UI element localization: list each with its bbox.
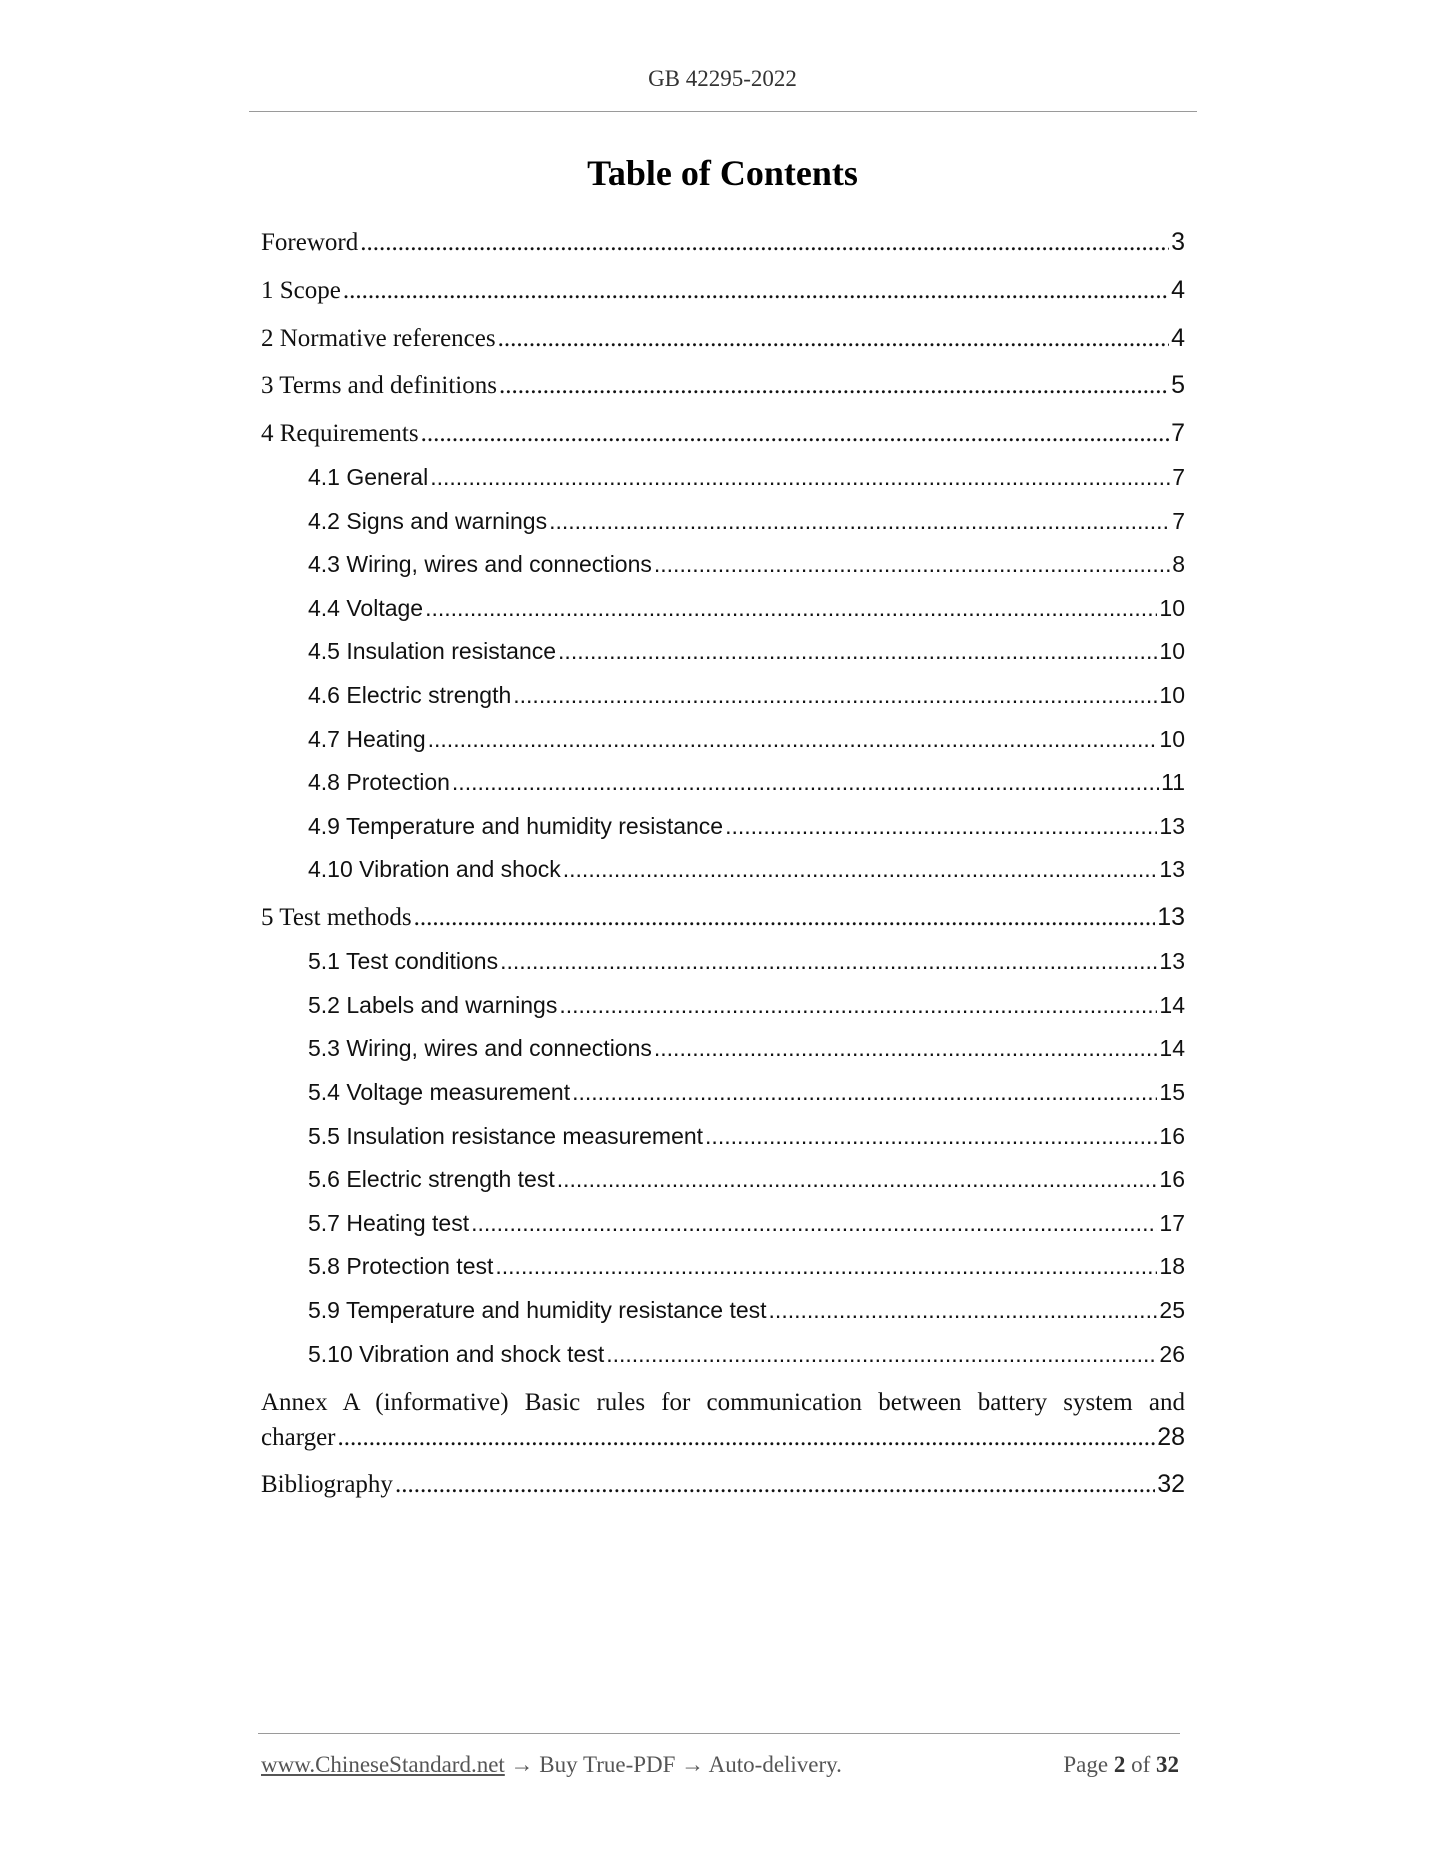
toc-entry-page: 11 bbox=[1161, 769, 1185, 795]
toc-entry-label: Annex A (informative) Basic rules for communication between battery system and bbox=[261, 1389, 1185, 1416]
dot-leader bbox=[500, 948, 1157, 975]
toc-entry-label: 5.3 Wiring, wires and connections bbox=[308, 1035, 652, 1061]
toc-entry-4-6[interactable] bbox=[308, 682, 1185, 709]
dot-leader bbox=[425, 595, 1157, 622]
toc-entry-5-4[interactable] bbox=[308, 1079, 1185, 1106]
current-page: 2 bbox=[1113, 1752, 1126, 1777]
dot-leader bbox=[495, 1253, 1157, 1280]
toc-entry-5-3[interactable] bbox=[308, 1035, 1185, 1062]
dot-leader bbox=[563, 856, 1158, 883]
toc-entry-4-9[interactable] bbox=[308, 813, 1185, 840]
dot-leader bbox=[498, 325, 1169, 353]
toc-entry-foreword[interactable] bbox=[261, 228, 1185, 257]
dot-leader bbox=[395, 1471, 1155, 1499]
toc-entry-label: 4 Requirements bbox=[261, 420, 419, 447]
toc-entry-label: 4.5 Insulation resistance bbox=[308, 638, 557, 664]
toc-entry-terms-and-definitions[interactable] bbox=[261, 371, 1185, 400]
toc-entry-label: Bibliography bbox=[261, 1471, 393, 1498]
toc-entry-5-7[interactable] bbox=[308, 1210, 1185, 1237]
dot-leader bbox=[654, 551, 1170, 578]
toc-entry-label: 5.1 Test conditions bbox=[308, 948, 499, 974]
toc-entry-page: 28 bbox=[1157, 1423, 1185, 1451]
toc-entry-label: 5.8 Protection test bbox=[308, 1253, 494, 1279]
toc-entry-page: 4 bbox=[1171, 324, 1185, 352]
toc-entry-4-4[interactable] bbox=[308, 595, 1185, 622]
toc-entry-label: 4.1 General bbox=[308, 464, 429, 490]
dot-leader bbox=[549, 508, 1170, 535]
dot-leader bbox=[559, 992, 1157, 1019]
toc-entry-page: 13 bbox=[1159, 856, 1185, 882]
toc-entry-page: 14 bbox=[1159, 992, 1185, 1018]
toc-entry-page: 7 bbox=[1171, 419, 1185, 447]
total-pages: 32 bbox=[1156, 1752, 1179, 1777]
toc-entry-5-9[interactable] bbox=[308, 1297, 1185, 1324]
toc-entry-bibliography[interactable] bbox=[261, 1470, 1185, 1499]
toc-entry-5-10[interactable] bbox=[308, 1341, 1185, 1368]
toc-entry-label: 4.10 Vibration and shock bbox=[308, 856, 561, 882]
toc-entry-page: 17 bbox=[1159, 1210, 1185, 1236]
dot-leader bbox=[572, 1079, 1157, 1106]
annex-continuation bbox=[261, 1420, 1185, 1455]
toc-entry-page: 4 bbox=[1171, 276, 1185, 304]
dot-leader bbox=[654, 1035, 1158, 1062]
dot-leader bbox=[452, 769, 1159, 796]
toc-entry-5-1[interactable] bbox=[308, 948, 1185, 975]
dot-leader bbox=[725, 813, 1157, 840]
toc-entry-page: 14 bbox=[1159, 1035, 1185, 1061]
toc-entry-label: 4.6 Electric strength bbox=[308, 682, 512, 708]
footer-promo bbox=[261, 1752, 842, 1778]
dot-leader bbox=[414, 904, 1156, 932]
toc-entry-page: 3 bbox=[1171, 228, 1185, 256]
dot-leader bbox=[343, 277, 1169, 305]
toc-entry-5-5[interactable] bbox=[308, 1123, 1185, 1150]
toc-entry-test-methods[interactable] bbox=[261, 903, 1185, 932]
dot-leader bbox=[558, 638, 1157, 665]
toc-entry-5-2[interactable] bbox=[308, 992, 1185, 1019]
toc-entry-4-7[interactable] bbox=[308, 726, 1185, 753]
dot-leader bbox=[360, 229, 1169, 257]
toc-entry-label: 5.4 Voltage measurement bbox=[308, 1079, 571, 1105]
toc-entry-label: 5.7 Heating test bbox=[308, 1210, 470, 1236]
toc-entry-normative-references[interactable] bbox=[261, 324, 1185, 353]
toc-entry-4-10[interactable] bbox=[308, 856, 1185, 883]
toc-entry-page: 13 bbox=[1157, 903, 1185, 931]
toc-entry-page: 10 bbox=[1159, 638, 1185, 664]
running-header: GB 42295-2022 bbox=[648, 66, 797, 91]
toc-entry-page: 25 bbox=[1159, 1297, 1185, 1323]
page-word: Page bbox=[1063, 1752, 1109, 1777]
dot-leader bbox=[430, 464, 1170, 491]
promo-text: → Buy True-PDF → Auto-delivery. bbox=[510, 1752, 842, 1777]
toc-entry-label-cont: charger bbox=[261, 1424, 336, 1451]
page-footer bbox=[261, 1752, 1179, 1778]
toc-entry-label: 4.9 Temperature and humidity resistance bbox=[308, 813, 724, 839]
toc-entry-page: 13 bbox=[1159, 948, 1185, 974]
dot-leader bbox=[705, 1123, 1157, 1150]
toc-entry-page: 15 bbox=[1159, 1079, 1185, 1105]
toc-entry-label: 3 Terms and definitions bbox=[261, 372, 497, 399]
dot-leader bbox=[421, 420, 1169, 448]
toc-entry-5-8[interactable] bbox=[308, 1253, 1185, 1280]
toc-entry-requirements[interactable] bbox=[261, 419, 1185, 448]
toc-entry-page: 10 bbox=[1159, 595, 1185, 621]
toc-entry-4-5[interactable] bbox=[308, 638, 1185, 665]
toc-entry-annex-a[interactable] bbox=[261, 1386, 1185, 1455]
toc-entry-label: 5 Test methods bbox=[261, 904, 412, 931]
toc-entry-page: 26 bbox=[1159, 1341, 1185, 1367]
dot-leader bbox=[428, 726, 1158, 753]
toc-entry-label: 4.3 Wiring, wires and connections bbox=[308, 551, 652, 577]
toc-entry-page: 7 bbox=[1172, 508, 1185, 534]
dot-leader bbox=[557, 1166, 1158, 1193]
dot-leader bbox=[499, 372, 1169, 400]
toc-entry-page: 10 bbox=[1159, 682, 1185, 708]
toc-entry-label: 4.7 Heating bbox=[308, 726, 426, 752]
toc-entry-label: 4.2 Signs and warnings bbox=[308, 508, 548, 534]
toc-entry-label: 4.8 Protection bbox=[308, 769, 450, 795]
toc-entry-4-2[interactable] bbox=[308, 508, 1185, 535]
page-title: Table of Contents bbox=[587, 153, 858, 193]
toc-entry-page: 10 bbox=[1159, 726, 1185, 752]
toc-entry-label: 4.4 Voltage bbox=[308, 595, 424, 621]
toc-entry-scope[interactable] bbox=[261, 276, 1185, 305]
toc-entry-page: 16 bbox=[1159, 1166, 1185, 1192]
toc-entry-label: 2 Normative references bbox=[261, 325, 496, 352]
toc-entry-page: 18 bbox=[1159, 1253, 1185, 1279]
toc-entry-label: 5.10 Vibration and shock test bbox=[308, 1341, 605, 1367]
site-link[interactable]: www.ChineseStandard.net bbox=[261, 1752, 505, 1777]
toc-entry-label: Foreword bbox=[261, 229, 359, 256]
toc-entry-page: 13 bbox=[1159, 813, 1185, 839]
dot-leader bbox=[338, 1421, 1156, 1455]
toc-entry-label: 5.2 Labels and warnings bbox=[308, 992, 558, 1018]
dot-leader bbox=[606, 1341, 1157, 1368]
toc-entry-4-3[interactable] bbox=[308, 551, 1185, 578]
dot-leader bbox=[471, 1210, 1157, 1237]
page-of: of bbox=[1131, 1752, 1151, 1777]
toc-entry-5-6[interactable] bbox=[308, 1166, 1185, 1193]
toc-entry-page: 16 bbox=[1159, 1123, 1185, 1149]
dot-leader bbox=[769, 1297, 1158, 1324]
toc-entry-label: 5.6 Electric strength test bbox=[308, 1166, 555, 1192]
dot-leader bbox=[513, 682, 1157, 709]
toc-entry-page: 7 bbox=[1172, 464, 1185, 490]
footer-divider bbox=[258, 1733, 1180, 1734]
page-indicator bbox=[1063, 1752, 1179, 1778]
toc-entry-4-8[interactable] bbox=[308, 769, 1185, 796]
toc-entry-label: 5.5 Insulation resistance measurement bbox=[308, 1123, 704, 1149]
toc-entry-4-1[interactable] bbox=[308, 464, 1185, 491]
toc-entry-label: 5.9 Temperature and humidity resistance test bbox=[308, 1297, 767, 1323]
toc-entry-page: 32 bbox=[1157, 1470, 1185, 1498]
toc-entry-label: 1 Scope bbox=[261, 277, 341, 304]
toc-entry-page: 5 bbox=[1171, 371, 1185, 399]
toc-entry-page: 8 bbox=[1172, 551, 1185, 577]
